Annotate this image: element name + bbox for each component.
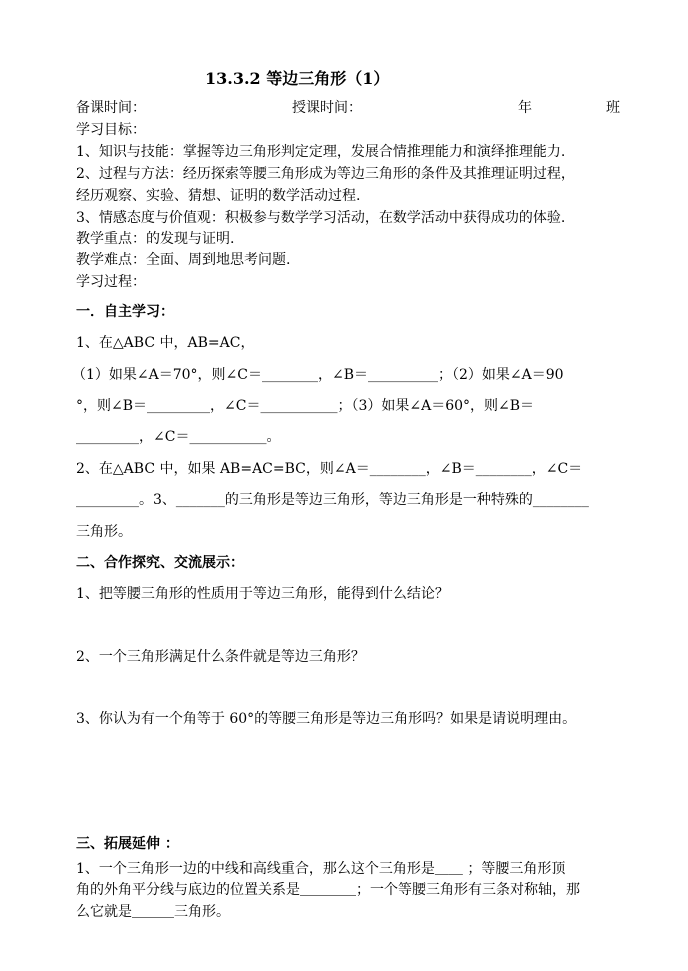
- s2-question-1: 1、把等腰三角形的性质用于等边三角形，能得到什么结论？: [76, 586, 449, 602]
- page-title: 13.3.2 等边三角形（1）: [205, 69, 390, 88]
- s1-question-2a: 2、在△ABC 中，如果 AB=AC=BC，则∠A＝________，∠B＝________，∠C＝: [76, 461, 583, 477]
- s3-line-3: 么它就是＿＿＿三角形。: [76, 904, 230, 920]
- header-row: [76, 98, 636, 118]
- s2-question-3: 3、你认为有一个角等于 60°的等腰三角形是等边三角形吗？如果是请说明理由。: [76, 711, 577, 727]
- teach-time-label: 授课时间：: [292, 100, 362, 116]
- difficulty: 教学难点：全面、周到地思考问题.: [76, 252, 291, 268]
- s1-question-1a: （1）如果∠A＝70°，则∠C＝________，∠B＝__________；（2）如果∠A＝90: [72, 367, 564, 383]
- s2-question-2: 2、一个三角形满足什么条件就是等边三角形？: [76, 649, 365, 665]
- year-label: 年: [518, 100, 532, 116]
- section2-heading: 二、合作探究、交流展示：: [76, 555, 244, 571]
- prep-time-label: 备课时间：: [76, 100, 146, 116]
- class-label: 班: [606, 100, 620, 116]
- s3-line-1: 1、一个三角形一边的中线和高线重合，那么这个三角形是＿＿ ；等腰三角形顶: [76, 861, 566, 877]
- goal-2b: 经历观察、实验、猜想、证明的数学活动过程.: [76, 188, 361, 204]
- key-point: 教学重点：的发现与证明.: [76, 231, 235, 247]
- s1-question-1: 1、在△ABC 中，AB=AC，: [76, 335, 255, 351]
- s3-line-2: 角的外角平分线与底边的位置关系是＿＿＿＿；一个等腰三角形有三条对称轴，那: [76, 882, 580, 898]
- s1-question-1b: °，则∠B＝_________，∠C＝___________；（3）如果∠A＝60°，则∠B＝: [76, 398, 535, 414]
- goal-3: 3、情感态度与价值观：积极参与数学学习活动，在数学活动中获得成功的体验.: [76, 210, 566, 226]
- process-label: 学习过程：: [76, 274, 146, 290]
- section3-heading: 三、拓展延伸 ：: [76, 836, 179, 852]
- s1-question-1c: _________，∠C＝___________。: [76, 429, 281, 445]
- goal-2a: 2、过程与方法：经历探索等腰三角形成为等边三角形的条件及其推理证明过程，: [76, 166, 575, 182]
- goals-heading: 学习目标：: [76, 122, 146, 138]
- s1-question-2c: 三角形。: [76, 524, 132, 540]
- s1-question-2b: _________。3、_______的三角形是等边三角形，等边三角形是一种特殊的________: [76, 492, 589, 508]
- section1-heading: 一．自主学习：: [76, 304, 174, 320]
- goal-1: 1、知识与技能：掌握等边三角形判定定理，发展合情推理能力和演绎推理能力.: [76, 144, 566, 160]
